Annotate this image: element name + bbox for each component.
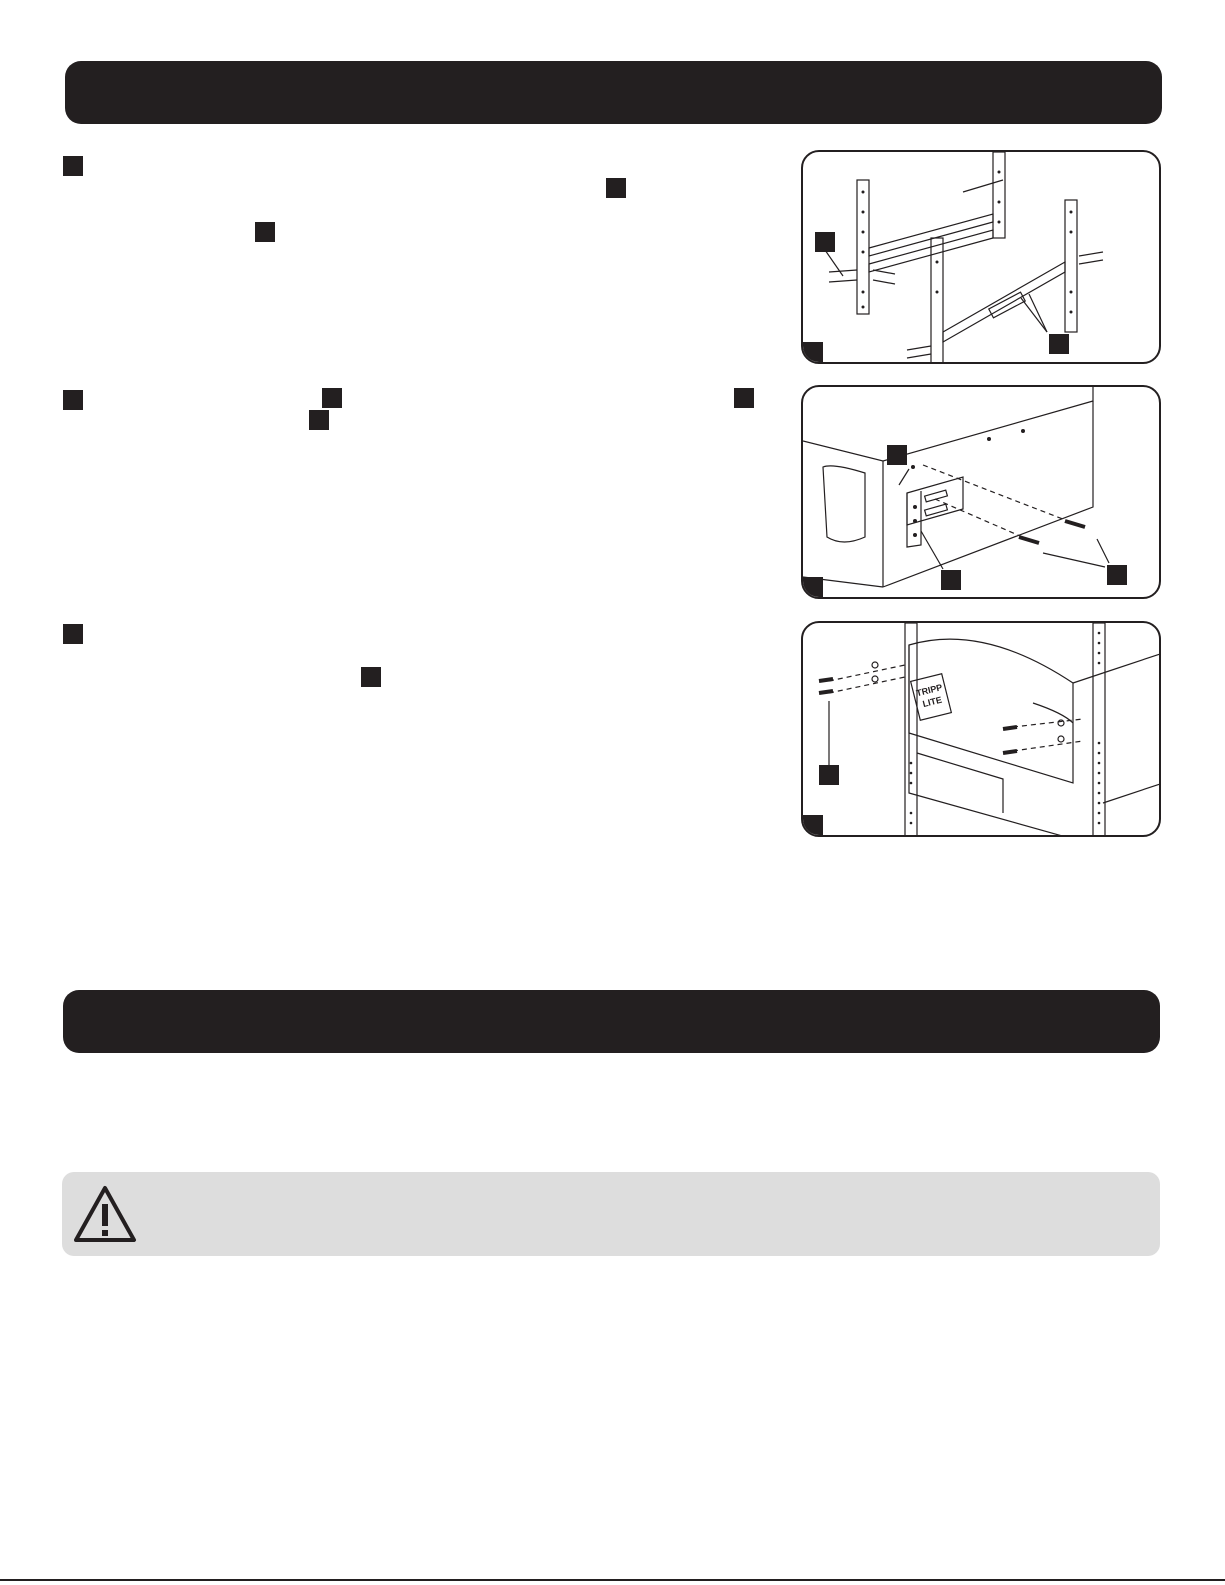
figure-3-drawing <box>803 623 1161 837</box>
figure-1-rail-install <box>801 150 1161 364</box>
step-2-callout-a <box>322 388 342 408</box>
figure-2-callout-c <box>1107 565 1127 585</box>
section-1-header <box>65 61 1162 124</box>
step-1-callout-a <box>606 178 626 198</box>
figure-3-logo-line-2: LITE <box>921 694 943 710</box>
step-1-number <box>63 156 83 176</box>
figure-1-callout-a <box>815 232 835 252</box>
figure-1-label <box>801 342 823 364</box>
step-1-callout-b <box>255 222 275 242</box>
footer-rule <box>0 1579 1225 1581</box>
figure-2-callout-a <box>887 445 907 465</box>
figure-1-callout-b <box>1049 334 1069 354</box>
step-2-callout-b <box>734 388 754 408</box>
figure-2-bracket-attach <box>801 385 1161 599</box>
figure-3-rack-mount <box>801 621 1161 837</box>
figure-2-label <box>801 577 823 599</box>
figure-3-callout-a <box>819 765 839 785</box>
step-3-callout-a <box>361 667 381 687</box>
figure-3-logo-line-1: TRIPP <box>915 682 944 699</box>
step-2-callout-c <box>309 410 329 430</box>
figure-1-drawing <box>803 152 1161 364</box>
warning-triangle-icon <box>72 1184 138 1244</box>
section-2-header <box>63 990 1160 1053</box>
step-2-number <box>63 390 83 410</box>
figure-3-label <box>801 815 823 837</box>
figure-2-callout-b <box>941 570 961 590</box>
step-3-number <box>63 624 83 644</box>
warning-box <box>62 1172 1160 1256</box>
